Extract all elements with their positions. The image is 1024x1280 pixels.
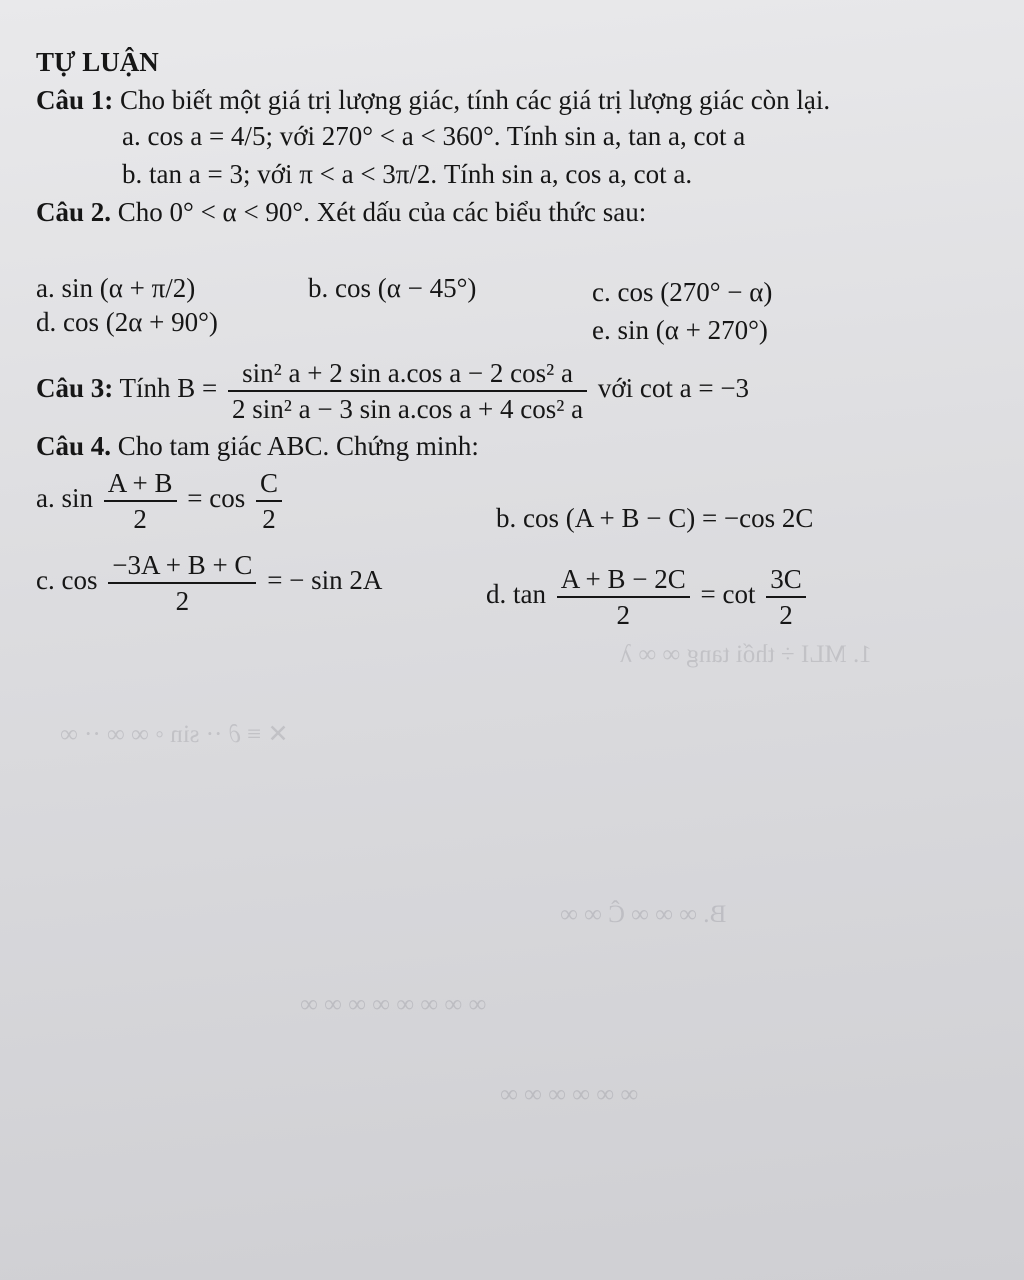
question-4a-numerator-right: C	[256, 466, 282, 502]
question-2b: b. cos (α − 45°)	[308, 273, 477, 303]
show-through-text: ∞ ∞ ∞ ∞ ∞ ∞ ∞ ∞	[300, 991, 487, 1018]
question-4d-fraction-left	[557, 562, 690, 632]
section-heading: TỰ LUẬN	[36, 47, 159, 77]
question-3-fraction	[228, 356, 587, 426]
question-4c-fraction	[108, 548, 256, 618]
question-4d-numerator-right: 3C	[766, 562, 806, 598]
question-2	[36, 196, 646, 228]
question-4d-fraction-right	[766, 562, 806, 632]
question-4a-prefix: a. sin	[36, 483, 93, 514]
question-2d: d. cos (2α + 90°)	[36, 307, 218, 337]
question-4c-prefix: c. cos	[36, 565, 98, 596]
question-3-numerator: sin² a + 2 sin a.cos a − 2 cos² a	[228, 356, 587, 392]
question-4c	[36, 548, 382, 618]
question-4a-denominator-left: 2	[133, 504, 147, 534]
question-1a: a. cos a = 4/5; với 270° < a < 360°. Tính sin a, tan a, cot a	[122, 121, 746, 151]
question-2a: a. sin (α + π/2)	[36, 273, 196, 303]
question-4	[36, 430, 479, 462]
question-4d-denominator-left: 2	[616, 600, 630, 630]
question-4d-prefix: d. tan	[486, 579, 546, 610]
question-4c-result: = − sin 2A	[267, 565, 383, 596]
question-3-prefix: Tính B =	[113, 373, 218, 404]
question-2e: e. sin (α + 270°)	[592, 315, 768, 345]
question-1-text: Cho biết một giá trị lượng giác, tính các giá trị lượng giác còn lại.	[113, 85, 831, 115]
question-1b: b. tan a = 3; với π < a < 3π/2. Tính sin a, cos a, cot a.	[122, 159, 693, 189]
question-1-label: Câu 1:	[36, 85, 114, 115]
question-4c-numerator: −3A + B + C	[108, 548, 256, 584]
question-4a-middle: = cos	[187, 483, 246, 514]
question-4a-fraction-left	[104, 466, 177, 536]
question-2-text: Cho 0° < α < 90°. Xét dấu của các biểu thức sau:	[111, 197, 647, 227]
question-3-label: Câu 3:	[36, 373, 114, 404]
question-4d-denominator-right: 2	[779, 600, 793, 630]
question-4a-denominator-right: 2	[262, 504, 276, 534]
question-4b: b. cos (A + B − C) = −cos 2C	[496, 503, 814, 533]
question-3	[36, 356, 749, 426]
question-4d-numerator-left: A + B − 2C	[557, 562, 690, 598]
question-4-text: Cho tam giác ABC. Chứng minh:	[111, 431, 479, 461]
show-through-text: ∞ ∞ ∞ ∞ ∞ ∞	[500, 1081, 639, 1108]
question-2c: c. cos (270° − α)	[592, 277, 773, 307]
show-through-text: ✕ ≡ ∂ ·· sin ◦ ∞ ∞ ·· ∞	[60, 721, 289, 748]
question-3-condition: với cot a = −3	[597, 373, 750, 404]
question-3-denominator: 2 sin² a − 3 sin a.cos a + 4 cos² a	[232, 394, 584, 424]
question-2-label: Câu 2.	[36, 197, 112, 227]
question-4c-denominator: 2	[175, 586, 190, 616]
show-through-text: 1. MLI ÷ thối tang ∞ ∞ λ	[620, 641, 872, 668]
question-4d	[486, 562, 810, 632]
question-4-label: Câu 4.	[36, 431, 112, 461]
show-through-text: B. ∞ ∞ ∞ Ĉ ∞ ∞	[560, 901, 727, 928]
question-4a-fraction-right	[256, 466, 282, 536]
question-4a-numerator-left: A + B	[104, 466, 177, 502]
question-4a	[36, 466, 286, 536]
question-4d-middle: = cot	[700, 579, 756, 610]
question-1	[36, 84, 830, 116]
